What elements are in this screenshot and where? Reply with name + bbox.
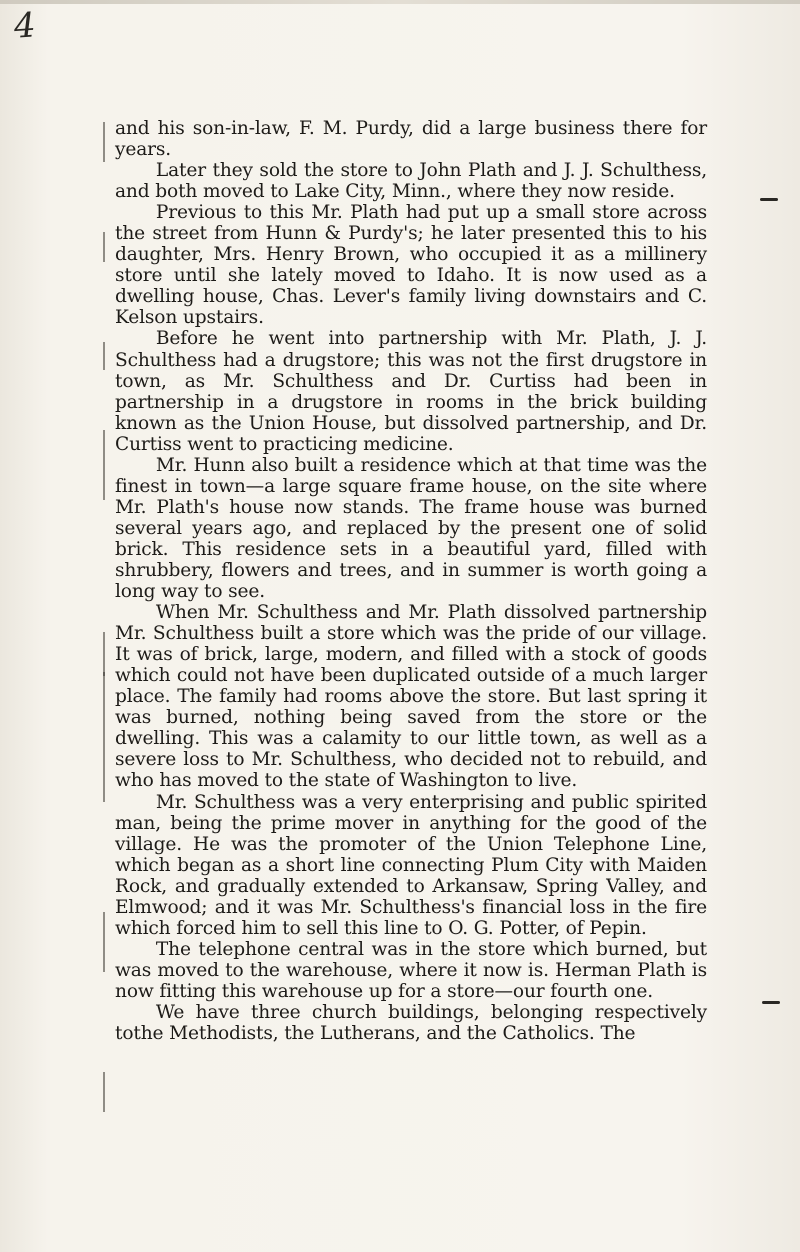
paragraph-2: Later they sold the store to John Plath and J. J. Schulthess, and both moved to Lake City, Minn., where they now reside. <box>115 160 707 203</box>
paragraph-5: Mr. Hunn also built a residence which at that time was the finest in town—a large square frame house, on the site where Mr. Plath's house now stands. The frame house was burned several years ago, and replaced by the present one of solid brick. This residence sets in a beautiful yard, filled with shrubbery, flowers and trees, and in summer is worth going a long way to see. <box>115 454 707 603</box>
paragraph-7: Mr. Schulthess was a very enterprising and public spirited man, being the prime mover in anything for the good of the village. He was the promoter of the Union Telephone Line, which began as a short line connecting Plum City with Maiden Rock, and gradually extended to Arkansaw, Spring Valley, and Elmwood; and it was Mr. Schulthess's financial loss in the fire which forced him to sell this line to O. G. Potter, of Pepin. <box>115 791 707 939</box>
left-column-ink-marks <box>103 112 113 1172</box>
margin-mark-upper <box>760 198 778 201</box>
margin-mark-lower <box>762 1001 780 1004</box>
paragraph-1: and his son-in-law, F. M. Purdy, did a large business there for years. <box>115 118 707 161</box>
paragraph-9: We have three church buildings, belonging respectively tothe Methodists, the Lutherans, and the Catholics. The <box>115 1001 707 1045</box>
paragraph-3: Previous to this Mr. Plath had put up a small store across the street from Hunn & Purdy's; he later presented this to his daughter, Mrs. Henry Brown, who occupied it as a millinery store until she lately moved to Idaho. It is now used as a dwelling house, Chas. Lever's family living downstairs and C. Kelson upstairs. <box>115 202 707 329</box>
paragraph-6: When Mr. Schulthess and Mr. Plath dissolved partnership Mr. Schulthess built a store which was the pride of our village. It was of brick, large, modern, and filled with a stock of goods which could not have been duplicated outside of a much larger place. The family had rooms above the store. But last spring it was burned, nothing being saved from the store or the dwelling. This was a calamity to our little town, as well as a severe loss to Mr. Schulthess, who decided not to rebuild, and who has moved to the state of Washington to live. <box>115 602 707 792</box>
paragraph-4: Before he went into partnership with Mr. Plath, J. J. Schulthess had a drugstore; this was not the first drugstore in town, as Mr. Schulthess and Dr. Curtiss had been in partnership in a drugstore in rooms in the brick building known as the Union House, but dissolved partnership, and Dr. Curtiss went to practicing medicine. <box>115 328 707 455</box>
paragraph-8: The telephone central was in the store which burned, but was moved to the warehouse, where it now is. Herman Plath is now fitting this warehouse up for a store—our fourth one. <box>115 938 707 1002</box>
article-text <box>115 118 707 1044</box>
page-number: 4 <box>12 5 38 47</box>
page-top-edge <box>0 0 800 4</box>
